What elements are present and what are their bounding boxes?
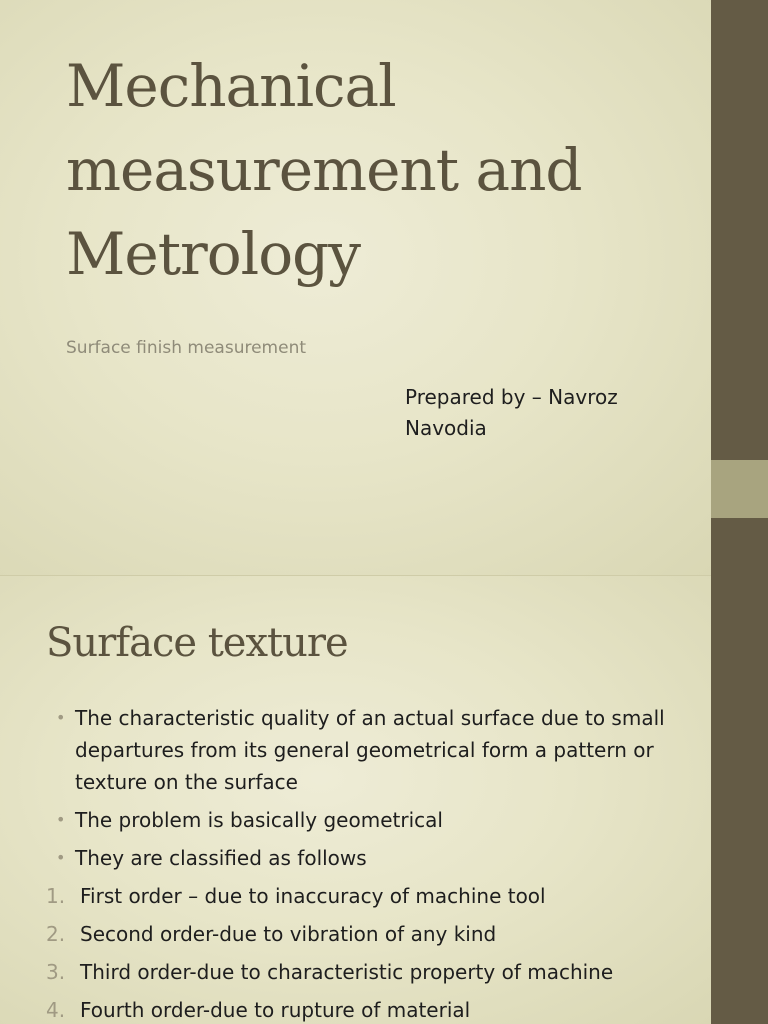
bullet-marker: • <box>56 708 66 727</box>
side-bar-bottom <box>711 518 768 1024</box>
slide-heading: Surface texture <box>46 620 348 666</box>
author-credit: Prepared by – Navroz Navodia <box>405 385 618 440</box>
number-marker: 3. <box>46 960 66 984</box>
numbered-text: Fourth order-due to rupture of material <box>80 998 471 1022</box>
side-accent <box>711 460 768 518</box>
number-marker: 2. <box>46 922 66 946</box>
numbered-text: Third order-due to characteristic property of machine <box>80 960 614 984</box>
slide-subtitle: Surface finish measurement <box>66 338 307 358</box>
numbered-text: Second order-due to vibration of any kind <box>80 922 497 946</box>
bullet-item <box>56 804 706 836</box>
number-marker: 4. <box>46 998 66 1022</box>
bullet-item <box>56 702 706 798</box>
bullet-text: The problem is basically geometrical <box>75 808 443 832</box>
slide-title: Mechanical measurement and Metrology <box>66 52 582 288</box>
bullet-text: The characteristic quality of an actual surface due to small departures from its general geometrical form a pattern or texture on the surface <box>75 706 665 794</box>
side-bar-top <box>711 0 768 460</box>
bullet-text: They are classified as follows <box>75 846 367 870</box>
numbered-item <box>46 956 706 988</box>
numbered-text: First order – due to inaccuracy of machine tool <box>80 884 546 908</box>
bullet-item <box>56 842 706 874</box>
numbered-item <box>46 994 706 1024</box>
numbered-item <box>46 880 706 912</box>
slide-content <box>46 702 706 1024</box>
bullet-marker: • <box>56 810 66 829</box>
number-marker: 1. <box>46 884 66 908</box>
numbered-item <box>46 918 706 950</box>
bullet-marker: • <box>56 848 66 867</box>
